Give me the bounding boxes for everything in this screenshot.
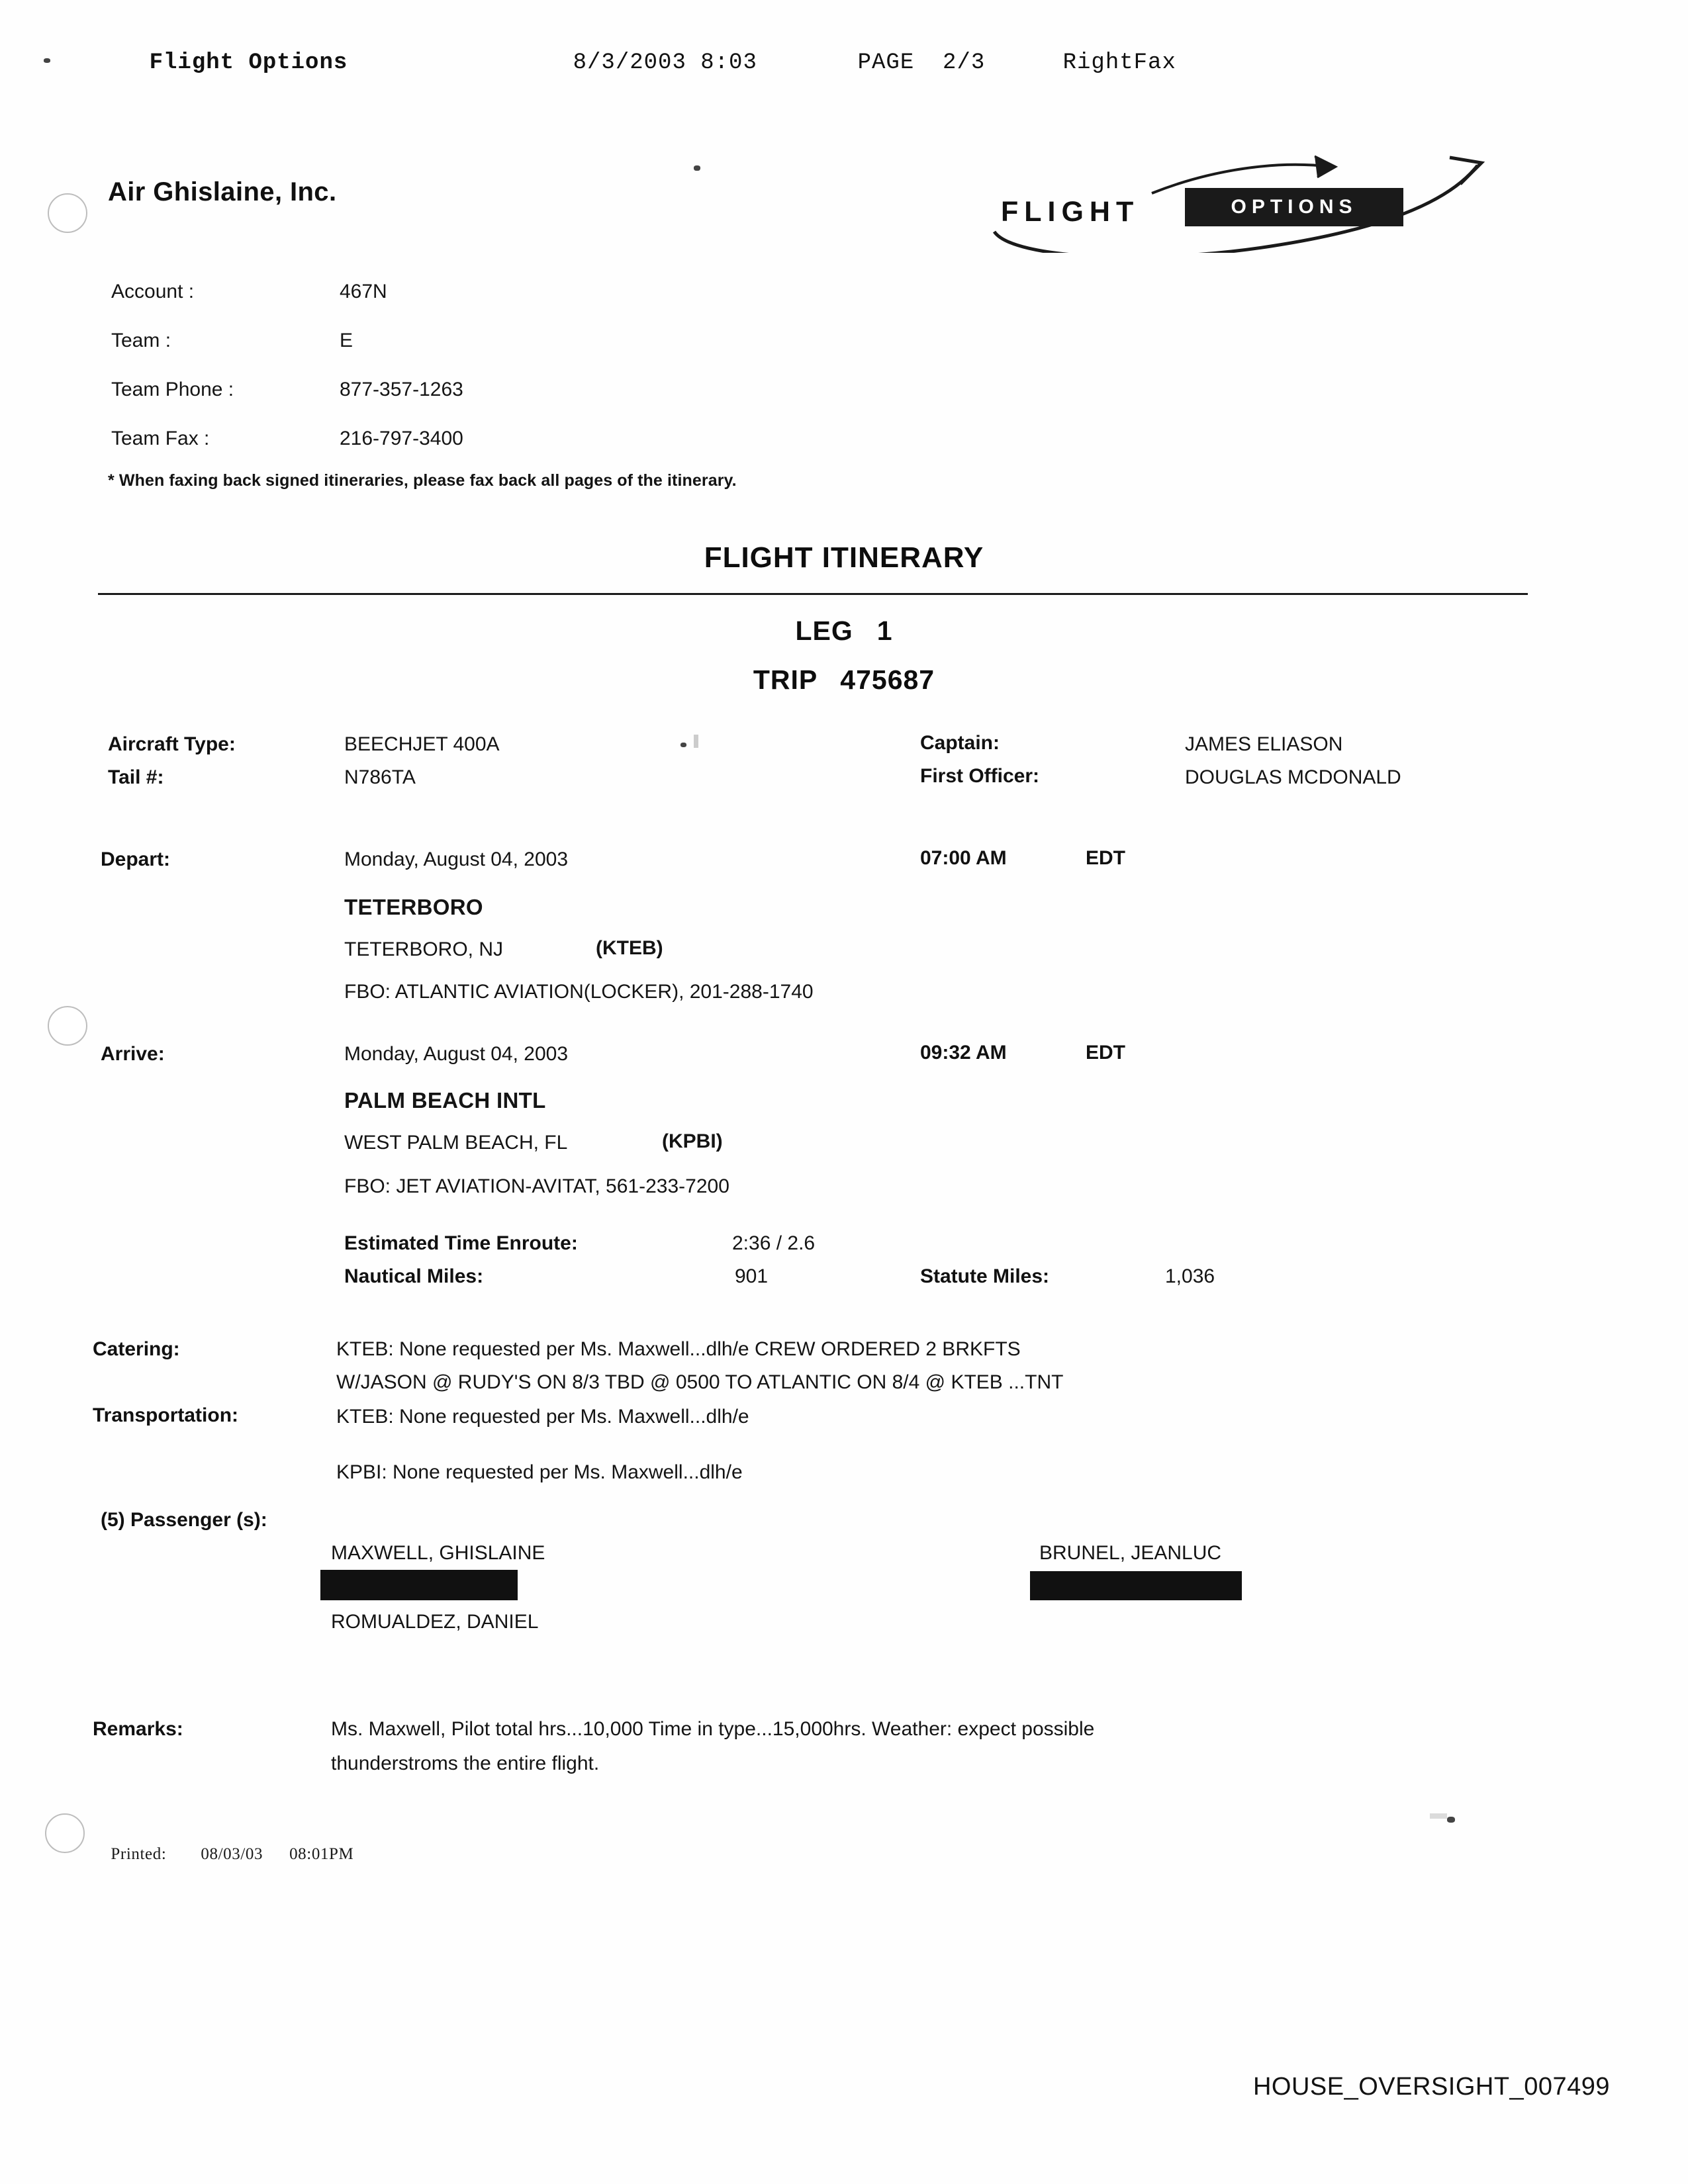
- first-officer-value: DOUGLAS MCDONALD: [1185, 766, 1401, 788]
- remarks-line-1: Ms. Maxwell, Pilot total hrs...10,000 Time in type...15,000hrs. Weather: expect possible: [331, 1718, 1095, 1740]
- depart-airport-code: (KTEB): [596, 937, 663, 959]
- leg-number: 1: [876, 615, 893, 646]
- passenger-name: MAXWELL, GHISLAINE: [331, 1542, 545, 1564]
- first-officer-label: First Officer:: [920, 765, 1040, 787]
- team-row: [111, 316, 463, 365]
- fax-header-datetime: 8/3/2003 8:03: [573, 50, 757, 75]
- leg-label: LEG: [795, 615, 853, 646]
- fax-back-note: * When faxing back signed itineraries, please fax back all pages of the itinerary.: [108, 471, 737, 490]
- redaction-bar: [1030, 1571, 1242, 1600]
- captain-value: JAMES ELIASON: [1185, 733, 1343, 755]
- fax-header-source: RightFax: [1062, 50, 1176, 75]
- catering-line-1: KTEB: None requested per Ms. Maxwell...dlh/e CREW ORDERED 2 BRKFTS: [336, 1338, 1021, 1360]
- bates-number: HOUSE_OVERSIGHT_007499: [1252, 2073, 1610, 2101]
- catering-label: Catering:: [93, 1338, 180, 1360]
- printed-time: 08:01PM: [289, 1845, 354, 1863]
- scan-speck: [694, 165, 700, 171]
- logo-flight-text: FLIGHT: [1001, 196, 1140, 228]
- depart-time: 07:00 AM: [920, 847, 1007, 869]
- redaction-bar: [320, 1570, 518, 1600]
- catering-line-2: W/JASON @ RUDY'S ON 8/3 TBD @ 0500 TO ATLANTIC ON 8/4 @ KTEB ...TNT: [336, 1371, 1064, 1393]
- aircraft-type-label: Aircraft Type:: [108, 733, 236, 755]
- scan-speck: [1447, 1817, 1455, 1823]
- nautical-miles-label: Nautical Miles:: [344, 1265, 484, 1287]
- depart-fbo: FBO: ATLANTIC AVIATION(LOCKER), 201-288-1740: [344, 981, 814, 1003]
- team-fax-row: [111, 414, 463, 463]
- account-value: 467N: [340, 281, 387, 302]
- transportation-label: Transportation:: [93, 1404, 239, 1426]
- account-row: [111, 267, 463, 316]
- depart-timezone: EDT: [1086, 847, 1125, 869]
- passenger-name: ROMUALDEZ, DANIEL: [331, 1611, 539, 1633]
- estimated-time-enroute-label: Estimated Time Enroute:: [344, 1232, 578, 1254]
- arrive-date: Monday, August 04, 2003: [344, 1043, 569, 1065]
- arrive-airport-name: PALM BEACH INTL: [344, 1088, 546, 1113]
- tail-number-label: Tail #:: [108, 766, 164, 788]
- depart-city: TETERBORO, NJ: [344, 938, 504, 960]
- printed-label: Printed:: [111, 1845, 167, 1863]
- nautical-miles-value: 901: [735, 1265, 769, 1287]
- trip-heading: [0, 664, 1688, 696]
- printed-stamp: [93, 1827, 353, 1882]
- arrive-city: WEST PALM BEACH, FL: [344, 1132, 568, 1154]
- logo-options-text: OPTIONS: [1185, 188, 1403, 226]
- account-details: [111, 267, 463, 463]
- page-title: FLIGHT ITINERARY: [704, 541, 984, 574]
- team-phone-label: Team Phone :: [111, 379, 234, 400]
- aircraft-type-value: BEECHJET 400A: [344, 733, 500, 755]
- arrive-airport-code: (KPBI): [662, 1130, 723, 1152]
- arrive-timezone: EDT: [1086, 1042, 1125, 1064]
- estimated-time-enroute-value: 2:36 / 2.6: [732, 1232, 816, 1254]
- punch-hole: [45, 1813, 85, 1853]
- team-phone-row: [111, 365, 463, 414]
- captain-label: Captain:: [920, 732, 1000, 754]
- depart-airport-name: TETERBORO: [344, 895, 483, 919]
- punch-hole: [48, 1006, 87, 1046]
- arrive-time: 09:32 AM: [920, 1042, 1007, 1064]
- trip-number: 475687: [840, 664, 935, 695]
- passenger-name: BRUNEL, JEANLUC: [1039, 1542, 1222, 1564]
- team-fax-value: 216-797-3400: [340, 428, 463, 449]
- arrive-label: Arrive:: [101, 1043, 165, 1065]
- flight-options-logo: [986, 154, 1489, 253]
- trip-label: TRIP: [753, 664, 818, 695]
- leg-heading: [0, 615, 1688, 647]
- team-fax-label: Team Fax :: [111, 428, 210, 449]
- printed-date: 08/03/03: [201, 1845, 263, 1863]
- team-label: Team :: [111, 330, 171, 351]
- punch-hole: [48, 193, 87, 233]
- depart-label: Depart:: [101, 848, 171, 870]
- fax-header-page: PAGE 2/3: [857, 50, 986, 75]
- account-label: Account :: [111, 281, 195, 302]
- scan-speck: [680, 743, 686, 747]
- scan-speck: [44, 58, 50, 63]
- remarks-line-2: thunderstroms the entire flight.: [331, 1752, 600, 1774]
- team-phone-value: 877-357-1263: [340, 379, 463, 400]
- scan-smudge: [694, 735, 698, 748]
- fax-header-company: Flight Options: [149, 50, 348, 75]
- company-name: Air Ghislaine, Inc.: [108, 177, 337, 206]
- arrive-fbo: FBO: JET AVIATION-AVITAT, 561-233-7200: [344, 1175, 729, 1197]
- statute-miles-label: Statute Miles:: [920, 1265, 1050, 1287]
- transportation-line-2: KPBI: None requested per Ms. Maxwell...dlh/e: [336, 1461, 743, 1483]
- transportation-line-1: KTEB: None requested per Ms. Maxwell...dlh/e: [336, 1406, 749, 1428]
- depart-date: Monday, August 04, 2003: [344, 848, 569, 870]
- remarks-label: Remarks:: [93, 1718, 183, 1740]
- title-divider: [98, 593, 1528, 595]
- passenger-count-label: (5) Passenger (s):: [101, 1509, 267, 1531]
- scan-smudge: [1430, 1813, 1447, 1819]
- fax-transmission-header: [93, 25, 1176, 101]
- team-value: E: [340, 330, 353, 351]
- statute-miles-value: 1,036: [1165, 1265, 1215, 1287]
- tail-number-value: N786TA: [344, 766, 416, 788]
